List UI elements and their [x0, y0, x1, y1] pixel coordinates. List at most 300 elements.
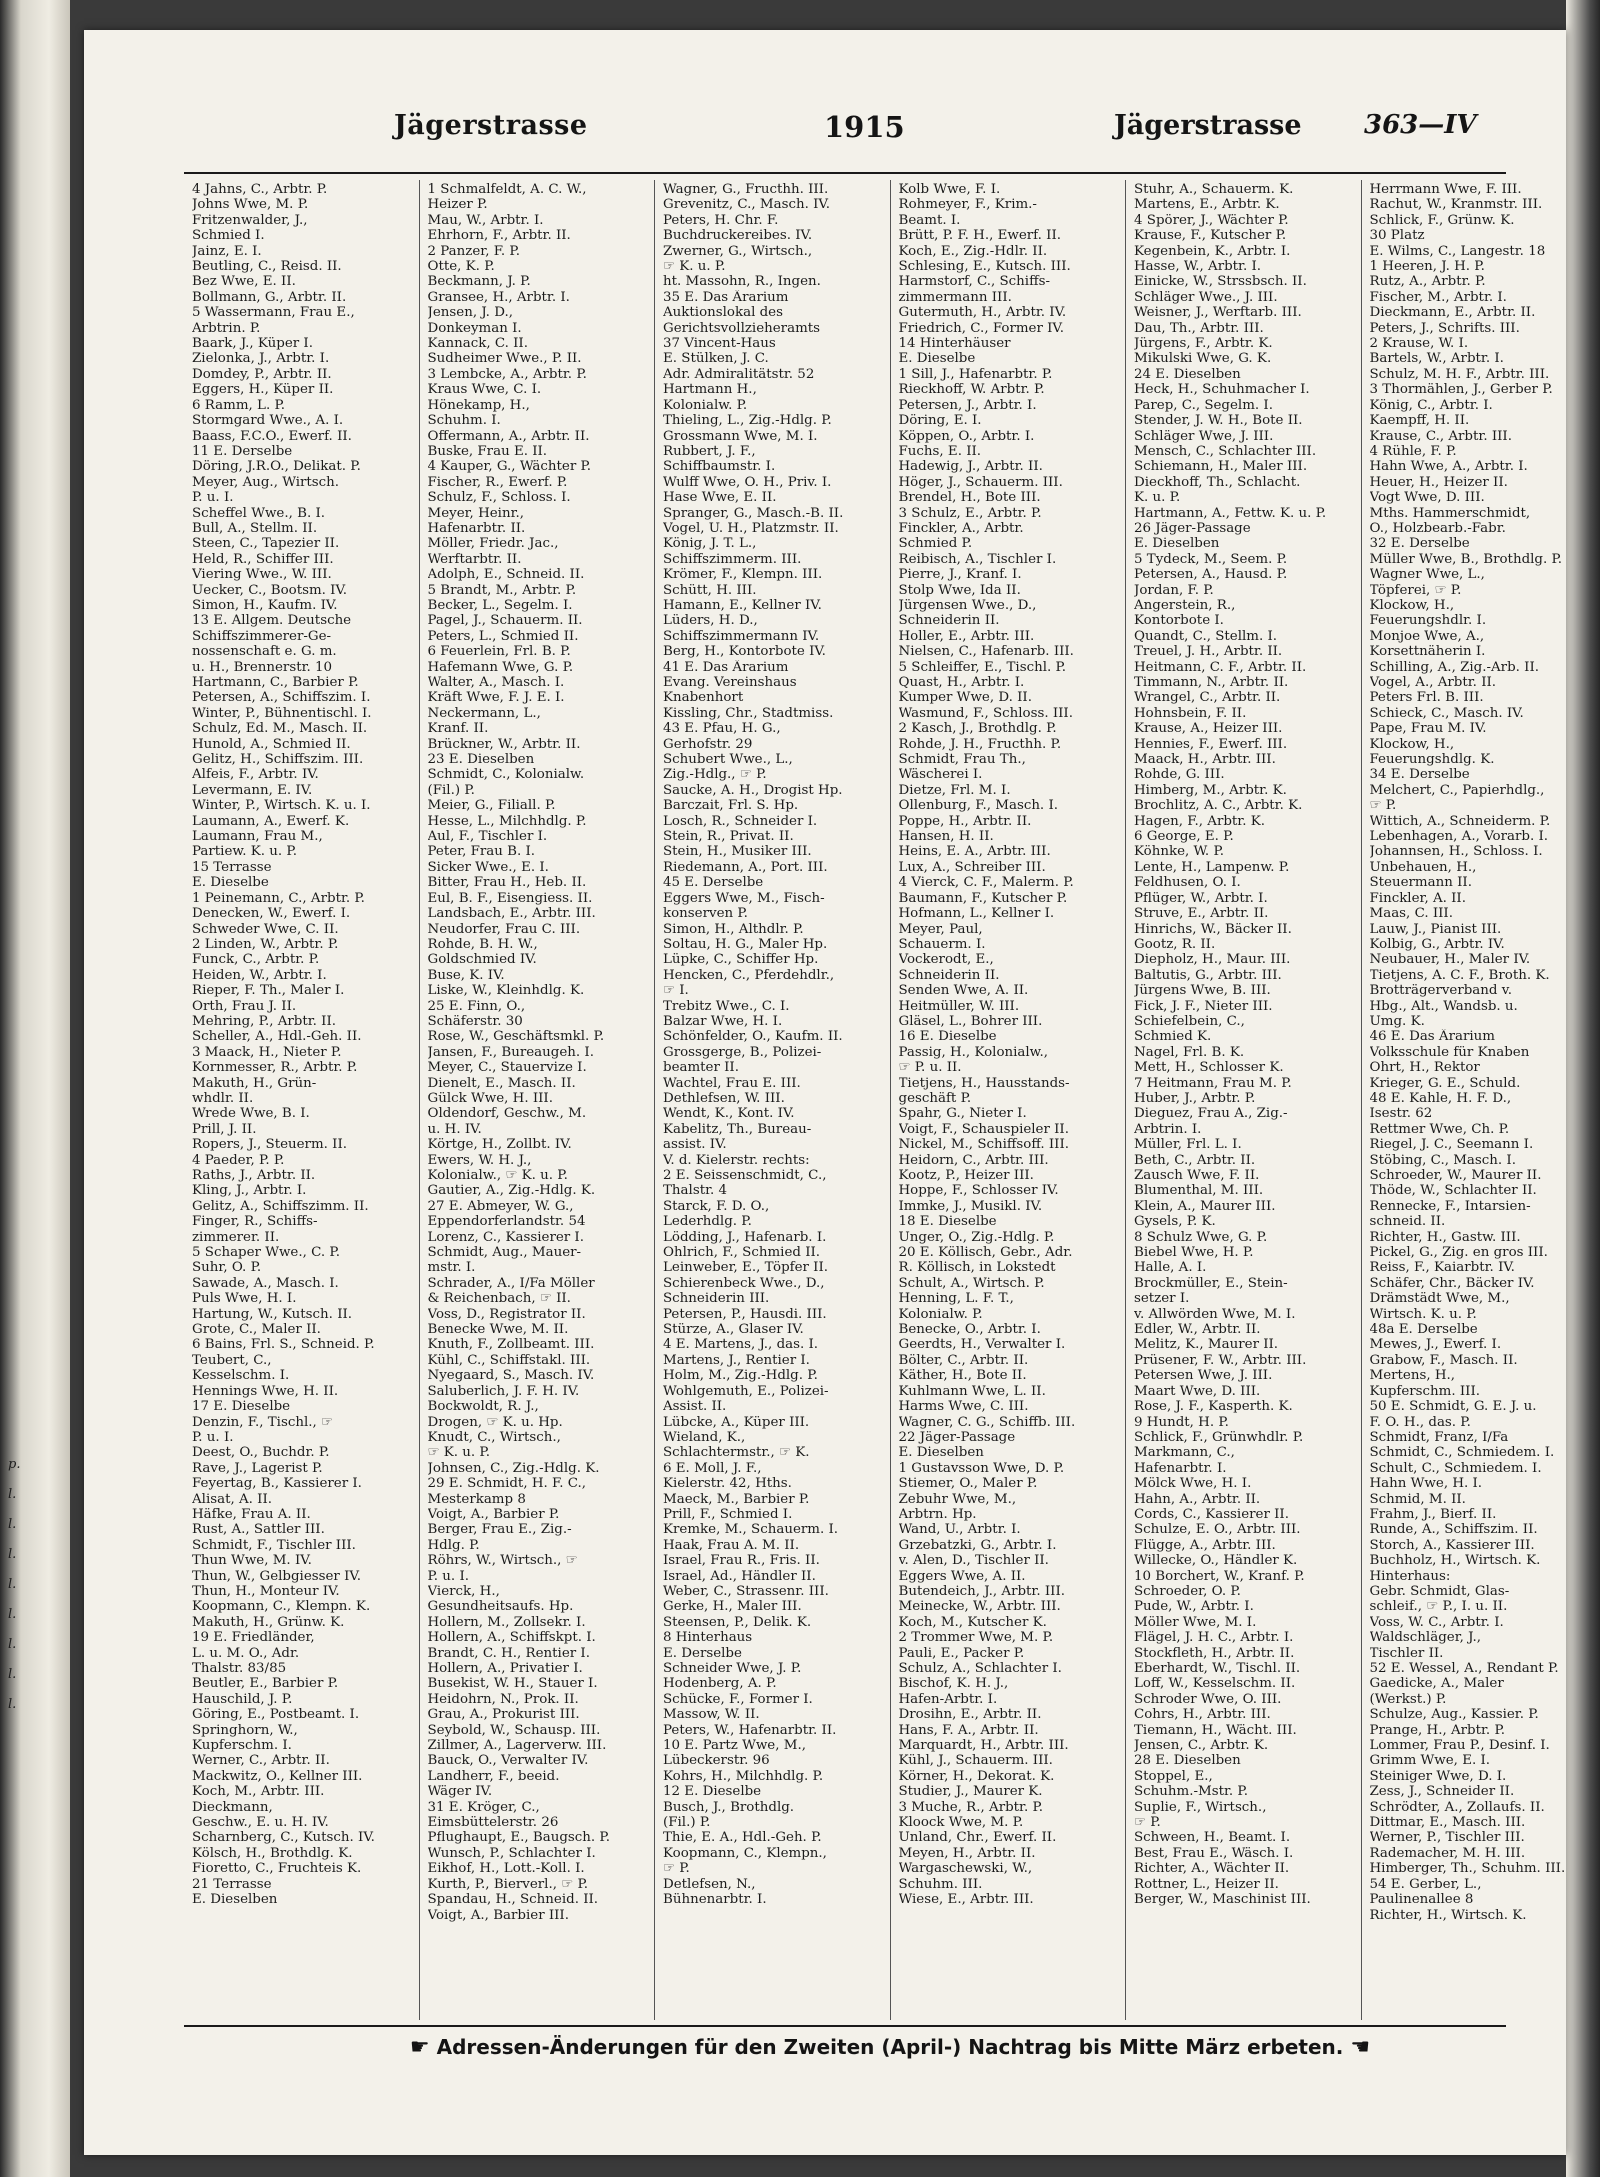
directory-entry: Johannsen, H., Schloss. I.	[1369, 844, 1543, 860]
directory-entry: Umg. K.	[1369, 1013, 1425, 1029]
directory-entry: Brochlitz, A. C., Arbtr. K.	[1134, 798, 1303, 814]
directory-entry: Hansen, H. II.	[898, 829, 994, 845]
directory-entry: 3 Schulz, E., Arbtr. P.	[898, 505, 1042, 521]
directory-entry: Vockerodt, E.,	[898, 952, 994, 968]
directory-entry: Stuhr, A., Schauerm. K.	[1134, 182, 1294, 197]
directory-entry: 29 E. Schmidt, H. F. C.,	[427, 1476, 587, 1492]
directory-entry: konserven P.	[663, 906, 748, 922]
directory-entry: Mensch, C., Schlachter III.	[1134, 443, 1317, 459]
directory-entry: Stein, H., Musiker III.	[663, 844, 812, 860]
directory-entry: Körtge, H., Zollbt. IV.	[427, 1137, 572, 1153]
directory-entry: Fuchs, E. II.	[898, 443, 982, 459]
directory-entry: Gaedicke, A., Maler	[1369, 1676, 1504, 1692]
directory-entry: Wendt, K., Kont. IV.	[663, 1106, 795, 1122]
directory-entry: Gautier, A., Zig.-Hdlg. K.	[427, 1183, 596, 1199]
directory-entry: Mesterkamp 8	[427, 1491, 526, 1507]
directory-entry: Krause, A., Heizer III.	[1134, 721, 1283, 737]
directory-entry: Winter, P., Bühnentischl. I.	[192, 705, 372, 721]
directory-entry: Lorenz, C., Kassierer I.	[427, 1229, 584, 1245]
directory-entry: Koch, M., Arbtr. III.	[192, 1784, 325, 1800]
directory-entry: 43 E. Pfau, H. G.,	[663, 721, 781, 737]
directory-entry: 2 Trommer Wwe, M. P.	[898, 1630, 1054, 1646]
directory-entry: Orth, Frau J. II.	[192, 998, 297, 1014]
directory-entry: Kegenbein, K., Arbtr. I.	[1134, 243, 1291, 259]
directory-entry: Kölsch, H., Brothdlg. K.	[192, 1845, 353, 1861]
directory-entry: Petersen, A., Hausd. P.	[1134, 567, 1288, 583]
directory-entry: Unbehauen, H.,	[1369, 859, 1477, 875]
directory-entry: Lente, H., Lampenw. P.	[1134, 859, 1290, 875]
directory-entry: Schuhm. I.	[427, 413, 501, 429]
directory-entry: Pflüger, W., Arbtr. I.	[1134, 890, 1268, 906]
directory-entry: Thöde, W., Schlachter II.	[1369, 1183, 1537, 1199]
directory-entry: Benecke, O., Arbtr. I.	[898, 1322, 1041, 1338]
directory-entry: Eberhardt, W., Tischl. II.	[1134, 1661, 1301, 1676]
directory-entry: 3 Lembcke, A., Arbtr. P.	[427, 366, 587, 382]
directory-entry: Denecken, W., Ewerf. I.	[192, 906, 351, 922]
directory-entry: O., Holzbearb.-Fabr.	[1369, 520, 1506, 536]
directory-entry: Thalstr. 83/85	[192, 1661, 287, 1676]
directory-entry: Geerdts, H., Verwalter I.	[898, 1337, 1066, 1353]
directory-entry: Marquardt, H., Arbtr. III.	[898, 1738, 1069, 1754]
directory-entry: 27 E. Abmeyer, W. G.,	[427, 1198, 574, 1214]
directory-entry: Kootz, P., Heizer III.	[898, 1168, 1034, 1183]
left-binding-gutter	[0, 0, 70, 2177]
directory-entry: Drosihn, E., Arbtr. II.	[898, 1707, 1042, 1723]
directory-entry: Hodenberg, A. P.	[663, 1676, 777, 1692]
directory-entry: Schiefelbein, C.,	[1134, 1013, 1245, 1029]
directory-entry: 4 Vierck, C. F., Malerm. P.	[898, 875, 1074, 891]
directory-entry: Suhr, O. P.	[192, 1260, 262, 1276]
directory-entry: Halle, A. I.	[1134, 1260, 1207, 1276]
directory-entry: Runde, A., Schiffszim. II.	[1369, 1522, 1538, 1538]
directory-entry: Maas, C. III.	[1369, 906, 1453, 922]
directory-entry: Berg, H., Kontorbote IV.	[663, 644, 826, 660]
directory-entry: Wagner, G., Fructhh. III.	[663, 182, 829, 197]
directory-entry: Rohde, B. H. W.,	[427, 936, 538, 952]
directory-entry: Baark, J., Küper I.	[192, 336, 313, 352]
directory-entry: 6 George, E. P.	[1134, 829, 1234, 845]
directory-entry: assist. IV.	[663, 1137, 727, 1153]
directory-entry: Hofmann, L., Kellner I.	[898, 906, 1055, 922]
directory-entry: 10 E. Partz Wwe, M.,	[663, 1738, 806, 1754]
directory-entry: Stockfleth, H., Arbtr. II.	[1134, 1645, 1295, 1661]
directory-entry: Himberger, Th., Schuhm. III.	[1369, 1861, 1566, 1877]
directory-entry: Hauschild, J. P.	[192, 1691, 293, 1707]
directory-entry: Rohde, G. III.	[1134, 767, 1225, 783]
directory-entry: Schiffszimmerm. III.	[663, 551, 802, 567]
directory-entry: Meyer, Heinr.,	[427, 505, 525, 521]
directory-entry: E. Wilms, C., Langestr. 18	[1369, 243, 1546, 259]
directory-entry: Eggers Wwe, A. II.	[898, 1568, 1026, 1584]
directory-entry: Hollern, A., Schiffskpt. I.	[427, 1630, 596, 1646]
directory-entry: Cohrs, H., Arbtr. III.	[1134, 1707, 1271, 1723]
directory-entry: Offermann, A., Arbtr. II.	[427, 428, 590, 444]
directory-entry: Voss, W. C., Arbtr. I.	[1369, 1614, 1504, 1630]
directory-entry: Heuer, H., Heizer II.	[1369, 474, 1508, 490]
directory-entry: L. u. M. O., Adr.	[192, 1645, 300, 1661]
directory-entry: Sawade, A., Masch. I.	[192, 1275, 339, 1291]
directory-entry: 19 E. Friedländer,	[192, 1630, 315, 1646]
directory-entry: Grote, C., Maler II.	[192, 1322, 321, 1338]
directory-entry: ☞ I.	[663, 983, 689, 999]
directory-entry: Gelitz, A., Schiffszimm. II.	[192, 1198, 369, 1214]
directory-entry: Schierenbeck Wwe., D.,	[663, 1275, 825, 1291]
directory-entry: Rieper, F. Th., Maler I.	[192, 983, 345, 999]
directory-entry: Schulz, Ed. M., Masch. II.	[192, 721, 368, 737]
directory-entry: Vogel, U. H., Platzmstr. II.	[663, 520, 839, 536]
directory-entry: Nagel, Frl. B. K.	[1134, 1044, 1245, 1060]
directory-entry: Auktionslokal des	[663, 305, 783, 321]
directory-entry: 37 Vincent-Haus	[663, 336, 776, 352]
directory-entry: 1 Sill, J., Hafenarbtr. P.	[898, 366, 1053, 382]
directory-entry: Schmidt, Aug., Mauer-	[427, 1245, 582, 1261]
directory-entry: Wäger IV.	[427, 1784, 493, 1800]
directory-entry: Zess, J., Schneider II.	[1369, 1784, 1515, 1800]
directory-entry: Koch, E., Zig.-Hdlr. II.	[898, 243, 1048, 259]
directory-entry: 4 E. Martens, J., das. I.	[663, 1337, 819, 1353]
directory-entry: 4 Jahns, C., Arbtr. P.	[192, 182, 328, 197]
directory-entry: Balzar Wwe, H. I.	[663, 1013, 783, 1029]
directory-entry: Heins, E. A., Arbtr. III.	[898, 844, 1051, 860]
directory-entry: Thie, E. A., Hdl.-Geh. P.	[663, 1830, 822, 1846]
directory-entry: Meyen, H., Arbtr. II.	[898, 1845, 1036, 1861]
directory-entry: Schilling, A., Zig.-Arb. II.	[1369, 659, 1540, 675]
directory-entry: Schlick, F., Grünw. K.	[1369, 212, 1515, 228]
directory-entry: Heitmüller, W. III.	[898, 998, 1020, 1014]
directory-entry: Krieger, G. E., Schuld.	[1369, 1075, 1521, 1091]
directory-entry: Müller Wwe, B., Brothdlg. P.	[1369, 551, 1563, 567]
directory-entry: Maeck, M., Barbier P.	[663, 1491, 810, 1507]
directory-page	[84, 30, 1566, 2155]
directory-entry: Stender, J. W. H., Bote II.	[1134, 413, 1303, 429]
directory-entry: Wiese, E., Arbtr. III.	[898, 1892, 1034, 1908]
header-year: 1915	[824, 110, 905, 144]
directory-entry: Soltau, H. G., Maler Hp.	[663, 936, 828, 952]
directory-entry: 46 E. Das Ärarium	[1369, 1029, 1495, 1045]
directory-entry: Haak, Frau A. M. II.	[663, 1537, 800, 1553]
directory-entry: Krömer, F., Klempn. III.	[663, 567, 823, 583]
directory-entry: Peter, Frau B. I.	[427, 844, 536, 860]
directory-entry: Stoppel, E.,	[1134, 1768, 1213, 1784]
directory-entry: Rieckhoff, W. Arbtr. P.	[898, 382, 1045, 398]
directory-entry: Kühl, C., Schiffstakl. III.	[427, 1352, 591, 1368]
directory-entry: Rachut, W., Kranmstr. III.	[1369, 197, 1543, 213]
directory-entry: Seybold, W., Schausp. III.	[427, 1722, 601, 1738]
directory-entry: Kontorbote I.	[1134, 613, 1224, 629]
directory-entry: Meyer, C., Stauervize I.	[427, 1060, 587, 1076]
directory-entry: Berger, W., Maschinist III.	[1134, 1892, 1311, 1908]
directory-entry: 14 Hinterhäuser	[898, 336, 1011, 352]
directory-entry: Best, Frau E., Wäsch. I.	[1134, 1845, 1294, 1861]
directory-entry: Puls Wwe, H. I.	[192, 1291, 297, 1307]
directory-entry: Dau, Th., Arbtr. III.	[1134, 320, 1264, 336]
directory-entry: Hinterhaus:	[1369, 1568, 1451, 1584]
directory-entry: Kielerstr. 42, Hths.	[663, 1476, 792, 1492]
directory-entry: Paulinenallee 8	[1369, 1892, 1474, 1908]
directory-entry: 4 Rühle, F. P.	[1369, 443, 1457, 459]
directory-entry: Lux, A., Schreiber III.	[898, 859, 1046, 875]
directory-entry: Röhrs, W., Wirtsch., ☞	[427, 1553, 578, 1569]
column-6	[1361, 180, 1597, 2020]
directory-entry: Lauw, J., Pianist III.	[1369, 921, 1502, 937]
pointing-hand-icon: ☚	[1350, 2035, 1371, 2060]
directory-entry: 13 E. Allgem. Deutsche	[192, 613, 352, 629]
directory-entry: Henning, L. F. T.,	[898, 1291, 1014, 1307]
directory-entry: Kolonialw. P.	[663, 397, 748, 413]
directory-entry: Rose, J. F., Kasperth. K.	[1134, 1399, 1293, 1415]
directory-entry: Rubbert, J. F.,	[663, 443, 756, 459]
directory-entry: Harms Wwe, C. III.	[898, 1399, 1029, 1415]
directory-entry: Wirtsch. K. u. P.	[1369, 1306, 1477, 1322]
directory-entry: Treuel, J. H., Arbtr. II.	[1134, 644, 1283, 660]
directory-entry: Thun, H., Monteur IV.	[192, 1583, 340, 1599]
directory-entry: nossenschaft e. G. m.	[192, 644, 337, 660]
directory-entry: Brückner, W., Arbtr. II.	[427, 736, 581, 752]
directory-entry: Hunold, A., Schmied II.	[192, 736, 351, 752]
directory-entry: Buchholz, H., Wirtsch. K.	[1369, 1553, 1541, 1569]
directory-entry: Fick, J. F., Nieter III.	[1134, 998, 1273, 1014]
directory-entry: Laumann, Frau M.,	[192, 829, 323, 845]
directory-entry: Waldschläger, J.,	[1369, 1630, 1481, 1646]
directory-entry: Schäfer, Chr., Bäcker IV.	[1369, 1275, 1535, 1291]
directory-entry: Zielonka, J., Arbtr. I.	[192, 351, 330, 367]
directory-entry: Ohrt, H., Rektor	[1369, 1060, 1480, 1076]
directory-entry: 41 E. Das Ärarium	[663, 659, 789, 675]
directory-entry: Assist. II.	[663, 1399, 727, 1415]
directory-entry: Drogen, ☞ K. u. Hp.	[427, 1414, 563, 1430]
directory-entry: Schrader, A., I/Fa Möller	[427, 1275, 595, 1291]
directory-entry: 52 E. Wessel, A., Rendant P.	[1369, 1661, 1559, 1676]
directory-entry: Mölck Wwe, H. I.	[1134, 1476, 1252, 1492]
directory-entry: Melchert, C., Papierhdlg.,	[1369, 782, 1545, 798]
directory-entry: Koch, M., Kutscher K.	[898, 1614, 1047, 1630]
directory-entry: Immke, J., Musikl. IV.	[898, 1198, 1043, 1214]
directory-entry: Voss, D., Registrator II.	[427, 1306, 586, 1322]
directory-entry: Teubert, C.,	[192, 1352, 272, 1368]
directory-entry: 4 Paeder, P. P.	[192, 1152, 285, 1168]
directory-entry: Schulz, A., Schlachter I.	[898, 1661, 1062, 1676]
directory-entry: Jansen, F., Bureaugeh. I.	[427, 1044, 594, 1060]
directory-entry: Finger, R., Schiffs-	[192, 1214, 318, 1230]
directory-entry: Lödding, J., Hafenarb. I.	[663, 1229, 827, 1245]
directory-entry: Massow, W. II.	[663, 1707, 760, 1723]
directory-entry: Gerhofstr. 29	[663, 736, 753, 752]
directory-entry: Quast, H., Arbtr. I.	[898, 675, 1025, 690]
directory-entry: Rottner, L., Heizer II.	[1134, 1876, 1279, 1892]
header-street-right: Jägerstrasse	[1114, 110, 1302, 141]
directory-entry: Schneider Wwe, J. P.	[663, 1661, 802, 1676]
directory-entry: Riegel, J. C., Seemann I.	[1369, 1137, 1534, 1153]
directory-entry: Mett, H., Schlosser K.	[1134, 1060, 1284, 1076]
fragment-mark: l.	[8, 1637, 17, 1652]
directory-entry: Buse, K. IV.	[427, 967, 505, 983]
directory-entry: Poppe, H., Arbtr. II.	[898, 813, 1032, 829]
directory-entry: Grevenitz, C., Masch. IV.	[663, 197, 830, 213]
directory-entry: ☞ P.	[1369, 798, 1397, 814]
directory-entry: Hartmann, A., Fettw. K. u. P.	[1134, 505, 1327, 521]
directory-entry: Richter, H., Wirtsch. K.	[1369, 1907, 1527, 1923]
directory-entry: Grabow, F., Masch. II.	[1369, 1352, 1518, 1368]
directory-entry: Hesse, L., Milchhdlg. P.	[427, 813, 587, 829]
directory-entry: Liske, W., Kleinhdlg. K.	[427, 983, 585, 999]
directory-entry: P. u. I.	[192, 490, 234, 506]
directory-entry: Köppen, O., Arbtr. I.	[898, 428, 1035, 444]
directory-entry: E. Dieselben	[898, 1445, 984, 1461]
directory-entry: Mertens, H.,	[1369, 1368, 1456, 1384]
directory-entry: 6 E. Moll, J. F.,	[663, 1460, 762, 1476]
directory-entry: Detlefsen, N.,	[663, 1876, 756, 1892]
directory-entry: Jordan, F. P.	[1134, 582, 1214, 598]
directory-entry: Krause, C., Arbtr. III.	[1369, 428, 1512, 444]
directory-entry: Pape, Frau M. IV.	[1369, 721, 1487, 737]
directory-entry: Geschw., E. u. H. IV.	[192, 1815, 329, 1831]
directory-entry: Butendeich, J., Arbtr. III.	[898, 1583, 1065, 1599]
directory-entry: ☞ P.	[663, 1861, 690, 1877]
directory-entry: 28 E. Dieselben	[1134, 1753, 1241, 1769]
directory-entry: Schäferstr. 30	[427, 1013, 523, 1029]
fragment-mark: l.	[8, 1577, 17, 1592]
page-header	[84, 110, 1566, 170]
directory-entry: Kuhlmann Wwe, L. II.	[898, 1383, 1046, 1399]
directory-entry: Schrödter, A., Zollaufs. II.	[1369, 1799, 1545, 1815]
directory-entry: Wulff Wwe, O. H., Priv. I.	[663, 474, 832, 490]
directory-entry: Isestr. 62	[1369, 1106, 1433, 1122]
directory-entry: Frahm, J., Bierf. II.	[1369, 1506, 1497, 1522]
directory-entry: Heidorn, C., Arbtr. III.	[898, 1152, 1049, 1168]
directory-entry: Johnsen, C., Zig.-Hdlg. K.	[427, 1460, 600, 1476]
directory-entry: Lüders, H. D.,	[663, 613, 758, 629]
directory-entry: Schmid, M. II.	[1369, 1491, 1466, 1507]
directory-entry: Richter, H., Gastw. III.	[1369, 1229, 1521, 1245]
directory-entry: Mackwitz, O., Kellner III.	[192, 1768, 363, 1784]
directory-entry: Zebuhr Wwe, M.,	[898, 1491, 1017, 1507]
directory-entry: Wunsch, P., Schlachter I.	[427, 1845, 596, 1861]
directory-entry: Stein, R., Privat. II.	[663, 829, 794, 845]
directory-entry: Schulz, F., Schloss. I.	[427, 490, 571, 506]
directory-entry: Simon, H., Althdlr. P.	[663, 921, 804, 937]
directory-entry: 2 E. Seissenschmidt, C.,	[663, 1168, 827, 1183]
header-page-number: 363—IV	[1364, 110, 1477, 140]
directory-entry: Schmied K.	[1134, 1029, 1212, 1045]
directory-entry: Schmidt, F., Tischler III.	[192, 1537, 356, 1553]
directory-entry: Wieland, K.,	[663, 1429, 746, 1445]
directory-entry: Meier, G., Filiall. P.	[427, 798, 556, 814]
directory-entry: Schneiderin II.	[898, 613, 1000, 629]
directory-entry: Dienelt, E., Masch. II.	[427, 1075, 576, 1091]
directory-entry: E. Dieselbe	[898, 351, 976, 367]
directory-entry: Hartung, W., Kutsch. II.	[192, 1306, 353, 1322]
directory-entry: Pickel, G., Zig. en gros III.	[1369, 1245, 1548, 1261]
directory-entry: Hahn Wwe, A., Arbtr. I.	[1369, 459, 1528, 475]
directory-entry: Hase Wwe, E. II.	[663, 490, 777, 506]
directory-entry: Bockwoldt, R. J.,	[427, 1399, 539, 1415]
directory-entry: König, J. T. L.,	[663, 536, 757, 552]
directory-entry: E. Derselbe	[663, 1645, 742, 1661]
directory-entry: Tiemann, H., Wächt. III.	[1134, 1722, 1297, 1738]
directory-entry: Petersen, J., Arbtr. I.	[898, 397, 1037, 413]
directory-entry: 1 Schmalfeldt, A. C. W.,	[427, 182, 587, 197]
directory-entry: Schneiderin III.	[663, 1291, 770, 1307]
directory-entry: Oldendorf, Geschw., M.	[427, 1106, 587, 1122]
directory-entry: Schlachtermstr., ☞ K.	[663, 1445, 810, 1461]
page-footer	[184, 2035, 1596, 2060]
directory-entry: Tietjens, A. C. F., Broth. K.	[1369, 967, 1550, 983]
directory-entry: Beutling, C., Reisd. II.	[192, 259, 342, 275]
directory-entry: Zausch Wwe, F. II.	[1134, 1168, 1260, 1183]
directory-entry: Hinrichs, W., Bäcker II.	[1134, 921, 1292, 937]
directory-entry: (Fil.) P.	[427, 782, 475, 798]
directory-entry: zimmermann III.	[898, 289, 1012, 305]
directory-entry: Nielsen, C., Hafenarb. III.	[898, 644, 1074, 660]
column-2	[419, 180, 655, 2020]
directory-entry: Schmidt, C., Schmiedem. I.	[1369, 1445, 1555, 1461]
directory-entry: Loff, W., Kesselschm. II.	[1134, 1676, 1296, 1692]
directory-entry: Kling, J., Arbtr. I.	[192, 1183, 307, 1199]
directory-entry: Diepholz, H., Maur. III.	[1134, 952, 1291, 968]
directory-entry: Busekist, W. H., Stauer I.	[427, 1676, 598, 1692]
directory-entry: schleif., ☞ P., I. u. II.	[1369, 1599, 1508, 1615]
directory-entry: Herrmann Wwe, F. III.	[1369, 182, 1522, 197]
directory-entry: 2 Krause, W. I.	[1369, 336, 1469, 352]
directory-entry: Krause, F., Kutscher P.	[1134, 228, 1287, 244]
directory-entry: Harmstorf, C., Schiffs-	[898, 274, 1050, 290]
directory-entry: Peters Frl. B. III.	[1369, 690, 1484, 706]
directory-entry: Wohlgemuth, E., Polizei-	[663, 1383, 829, 1399]
directory-entry: Kühl, J., Schauerm. III.	[898, 1753, 1053, 1769]
directory-entry: Pflughaupt, E., Baugsch. P.	[427, 1830, 610, 1846]
directory-entry: Edler, W., Arbtr. II.	[1134, 1322, 1261, 1338]
directory-entry: Schubert Wwe., L.,	[663, 752, 793, 768]
directory-entry: Makuth, H., Grünw. K.	[192, 1614, 345, 1630]
directory-entry: Schauerm. I.	[898, 936, 986, 952]
directory-entry: Reibisch, A., Tischler I.	[898, 551, 1057, 567]
directory-entry: Adolph, E., Schneid. II.	[427, 567, 585, 583]
directory-entry: Melitz, K., Maurer II.	[1134, 1337, 1279, 1353]
directory-entry: E. Dieselben	[192, 1892, 278, 1908]
directory-entry: Alisat, A. II.	[192, 1491, 273, 1507]
directory-entry: Hamann, E., Kellner IV.	[663, 597, 822, 613]
directory-entry: P. u. I.	[427, 1568, 469, 1584]
directory-entry: Brütt, P. F. H., Ewerf. II.	[898, 228, 1062, 244]
directory-entry: Schulze, Aug., Kassier. P.	[1369, 1707, 1539, 1723]
directory-entry: Walter, A., Masch. I.	[427, 675, 565, 690]
directory-entry: Richter, A., Wächter II.	[1134, 1861, 1290, 1877]
directory-entry: Quandt, C., Stellm. I.	[1134, 628, 1278, 644]
directory-entry: Lüpke, C., Schiffer Hp.	[663, 952, 819, 968]
directory-entry: Kaempff, H. II.	[1369, 413, 1470, 429]
directory-entry: Hartmann, C., Barbier P.	[192, 675, 359, 690]
directory-entry: Heitmann, C. F., Arbtr. II.	[1134, 659, 1307, 675]
directory-entry: Jürgens Wwe, B. III.	[1134, 983, 1271, 999]
directory-entry: Saucke, A. H., Drogist Hp.	[663, 782, 843, 798]
directory-entry: Gerichtsvollzieheramts	[663, 320, 821, 336]
directory-entry: Petersen, A., Schiffszim. I.	[192, 690, 371, 706]
directory-entry: Steiniger Wwe, D. I.	[1369, 1768, 1507, 1784]
directory-entry: Kräft Wwe, F. J. E. I.	[427, 690, 565, 706]
directory-entry: Partiew. K. u. P.	[192, 844, 297, 860]
directory-entry: Fritzenwalder, J.,	[192, 212, 308, 228]
directory-entry: Hadewig, J., Arbtr. II.	[898, 459, 1043, 475]
directory-entry: Schiffszimmerer-Ge-	[192, 628, 332, 644]
directory-entry: Schiffbaumstr. I.	[663, 459, 776, 475]
directory-entry: Gysels, P. K.	[1134, 1214, 1216, 1230]
directory-entry: Kornmesser, R., Arbtr. P.	[192, 1060, 358, 1076]
directory-entry: Grzebatzki, G., Arbtr. I.	[898, 1537, 1057, 1553]
directory-entry: Buchdruckereibes. IV.	[663, 228, 813, 244]
directory-entry: Meinecke, W., Arbtr. III.	[898, 1599, 1061, 1615]
directory-entry: Schütt, H. III.	[663, 582, 757, 598]
directory-entry: u. H. IV.	[427, 1121, 482, 1137]
